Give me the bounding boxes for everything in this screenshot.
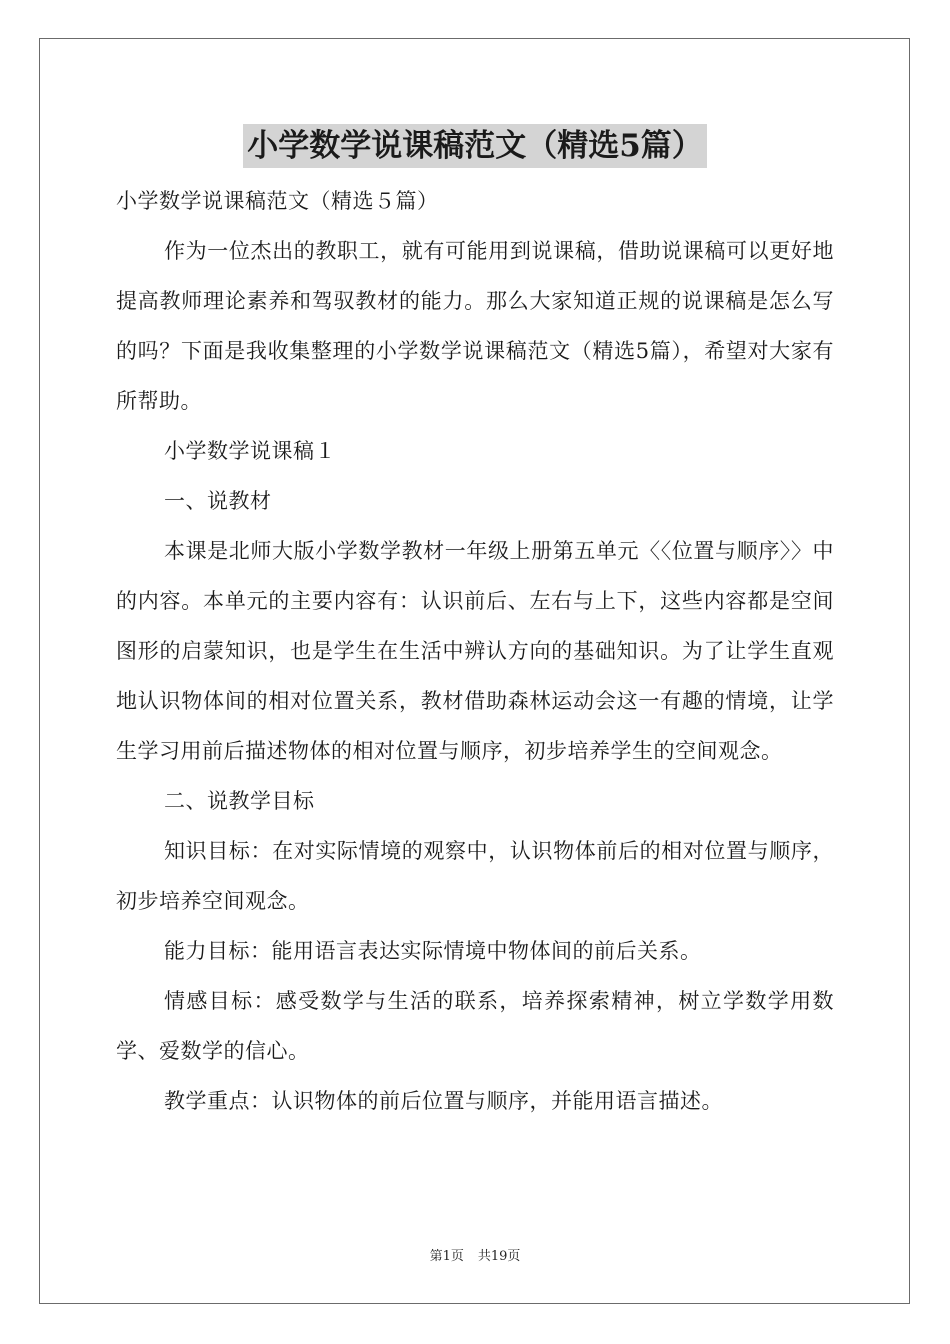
- total-pages: 共19页: [477, 1249, 521, 1264]
- teaching-focus-paragraph: 教学重点：认识物体的前后位置与顺序，并能用语言描述。: [164, 1089, 723, 1113]
- part2-heading: 二、说教学目标: [164, 789, 315, 813]
- emotion-goal-paragraph: 情感目标：感受数学与生活的联系，培养探索精神，树立学数学用数学、爱数学的信心。: [116, 989, 834, 1063]
- document-body: [116, 176, 834, 1126]
- page-number: 第1页: [429, 1249, 464, 1264]
- subtitle-line: 小学数学说课稿范文（精选５篇）: [116, 189, 439, 213]
- part1-paragraph: 本课是北师大版小学数学教材一年级上册第五单元〈〈位置与顺序〉〉中的内容。本单元的主要内容有：认识前后、左右与上下，这些内容都是空间图形的启蒙知识，也是学生在生活中辨认方向的基础知识。为了让学生直观地认识物体间的相对位置关系，教材借助森林运动会这一有趣的情境，让学生学习用前后描述物体的相对位置与顺序，初步培养学生的空间观念。: [116, 539, 834, 763]
- section-heading: 小学数学说课稿１: [164, 439, 336, 463]
- knowledge-goal-paragraph: 知识目标：在对实际情境的观察中，认识物体前后的相对位置与顺序，初步培养空间观念。: [116, 839, 834, 913]
- part1-heading: 一、说教材: [164, 489, 272, 513]
- title-wrapper: [0, 124, 950, 168]
- page-footer: [0, 1248, 950, 1266]
- document-title: 小学数学说课稿范文（精选5篇）: [243, 124, 707, 168]
- intro-paragraph: 作为一位杰出的教职工，就有可能用到说课稿，借助说课稿可以更好地提高教师理论素养和驾驭教材的能力。那么大家知道正规的说课稿是怎么写的吗？下面是我收集整理的小学数学说课稿范文（精选5篇），希望对大家有所帮助。: [116, 239, 834, 413]
- ability-goal-paragraph: 能力目标：能用语言表达实际情境中物体间的前后关系。: [164, 939, 702, 963]
